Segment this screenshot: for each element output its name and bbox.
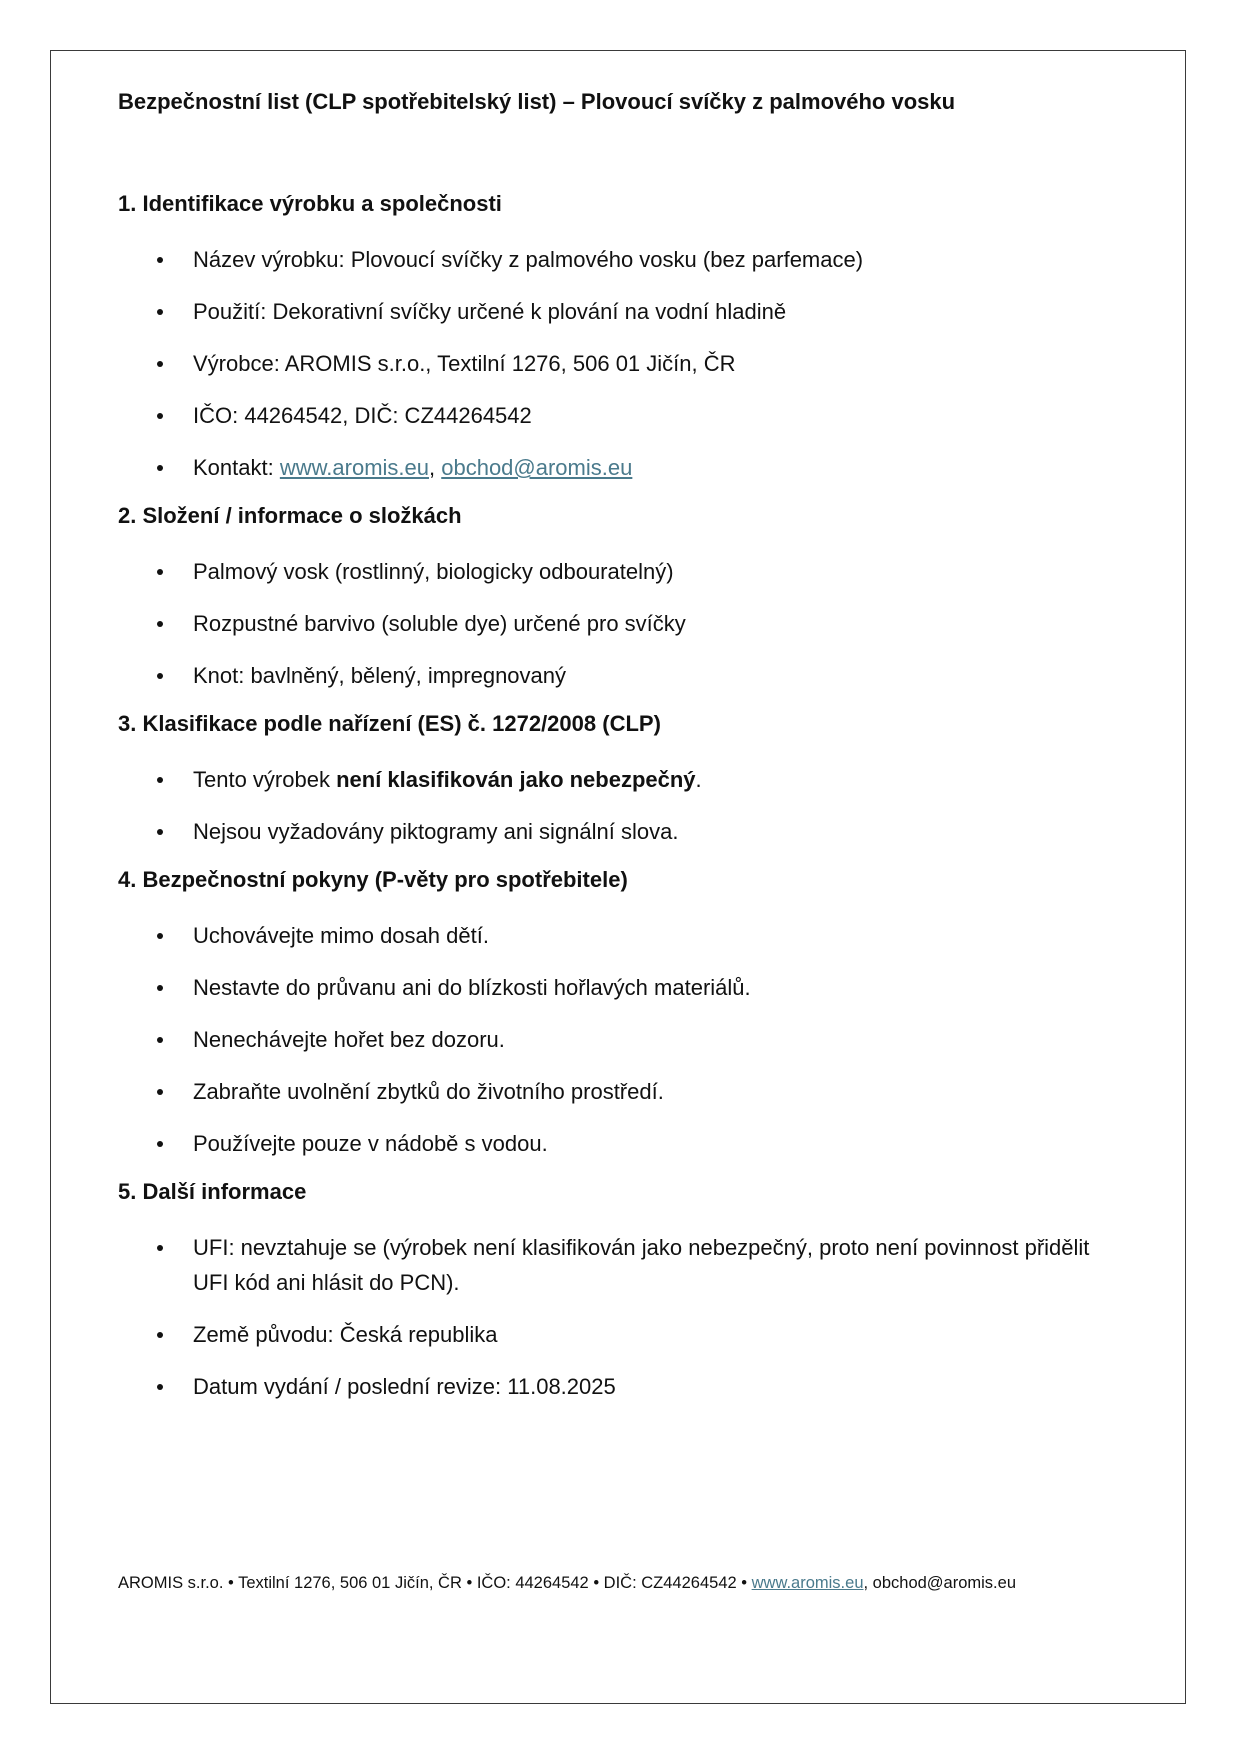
list-item: Rozpustné barvivo (soluble dye) určené pro svíčky <box>118 606 1118 641</box>
bullet-list <box>118 1230 1118 1404</box>
list-item: Země původu: Česká republika <box>118 1317 1118 1352</box>
list-item: IČO: 44264542, DIČ: CZ44264542 <box>118 398 1118 433</box>
list-item: Zabraňte uvolnění zbytků do životního prostředí. <box>118 1074 1118 1109</box>
list-item: Používejte pouze v nádobě s vodou. <box>118 1126 1118 1161</box>
section-other-info <box>118 1178 1118 1404</box>
section-classification <box>118 710 1118 849</box>
list-item: Použití: Dekorativní svíčky určené k plování na vodní hladině <box>118 294 1118 329</box>
list-item: Palmový vosk (rostlinný, biologicky odbouratelný) <box>118 554 1118 589</box>
list-item-classification <box>118 762 1118 797</box>
bullet-list <box>118 918 1118 1161</box>
classification-prefix: Tento výrobek <box>193 767 337 792</box>
section-heading: 3. Klasifikace podle nařízení (ES) č. 1272/2008 (CLP) <box>118 711 661 736</box>
section-heading: 4. Bezpečnostní pokyny (P-věty pro spotřebitele) <box>118 867 628 892</box>
footer-email: , obchod@aromis.eu <box>863 1574 1016 1592</box>
list-item: UFI: nevztahuje se (výrobek není klasifikován jako nebezpečný, proto není povinnost přidělit UFI kód ani hlásit do PCN). <box>118 1230 1118 1300</box>
list-item: Nestavte do průvanu ani do blízkosti hořlavých materiálů. <box>118 970 1118 1005</box>
contact-label: Kontakt: <box>193 455 280 480</box>
section-heading: 1. Identifikace výrobku a společnosti <box>118 191 502 216</box>
classification-suffix: . <box>695 767 702 792</box>
list-item: Nenechávejte hořet bez dozoru. <box>118 1022 1118 1057</box>
section-identification <box>118 190 1118 485</box>
footer-text: AROMIS s.r.o. • Textilní 1276, 506 01 Jičín, ČR • IČO: 44264542 • DIČ: CZ44264542 • <box>118 1574 752 1592</box>
list-item: Uchovávejte mimo dosah dětí. <box>118 918 1118 953</box>
bullet-list <box>118 242 1118 485</box>
classification-emphasis: není klasifikován jako nebezpečný <box>336 767 696 792</box>
list-item: Název výrobku: Plovoucí svíčky z palmového vosku (bez parfemace) <box>118 242 1118 277</box>
document-title: Bezpečnostní list (CLP spotřebitelský list) – Plovoucí svíčky z palmového vosku <box>118 89 956 114</box>
section-composition <box>118 502 1118 693</box>
email-link[interactable]: obchod@aromis.eu <box>441 455 633 480</box>
contact-separator: , <box>429 455 442 480</box>
page-footer <box>118 1574 1016 1593</box>
document-body <box>118 190 1118 1421</box>
list-item: Datum vydání / poslední revize: 11.08.2025 <box>118 1369 1118 1404</box>
section-heading: 2. Složení / informace o složkách <box>118 503 462 528</box>
section-safety-instructions <box>118 866 1118 1161</box>
bullet-list <box>118 762 1118 849</box>
list-item: Knot: bavlněný, bělený, impregnovaný <box>118 658 1118 693</box>
list-item: Výrobce: AROMIS s.r.o., Textilní 1276, 506 01 Jičín, ČR <box>118 346 1118 381</box>
section-heading: 5. Další informace <box>118 1179 307 1204</box>
list-item: Nejsou vyžadovány piktogramy ani signální slova. <box>118 814 1118 849</box>
footer-website-link[interactable]: www.aromis.eu <box>751 1574 864 1592</box>
bullet-list <box>118 554 1118 693</box>
list-item-contact <box>118 450 1118 485</box>
website-link[interactable]: www.aromis.eu <box>279 455 429 480</box>
